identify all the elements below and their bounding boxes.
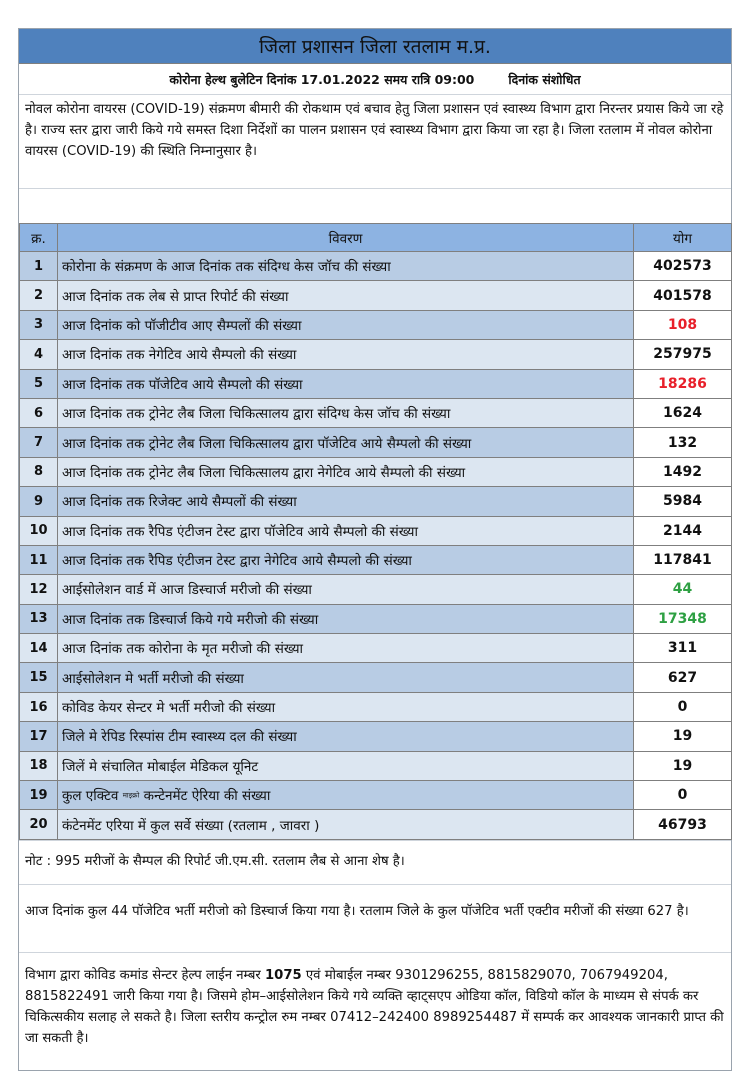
- table-row: [20, 545, 732, 574]
- row-sno: 3: [20, 310, 58, 339]
- row-value: 5984: [634, 487, 732, 516]
- table-row: [20, 252, 732, 281]
- row-value: 19: [634, 751, 732, 780]
- intro-paragraph: नोवल कोरोना वायरस (COVID-19) संक्रमण बीमारी की रोकथाम एवं बचाव हेतु जिला प्रशासन एवं स्वास्थ्य विभाग द्वारा निरन्तर प्रयास किये जा रहे है। राज्य स्तर द्वारा जारी किये गये समस्त दिशा निर्देशों का पालन प्रशासन एवं स्वास्थ्य विभाग द्वारा किया जा रहा है। जिला रतलाम में नोवल कोरोना वायरस (COVID-19) की स्थिति निम्नानुसार है।: [19, 94, 731, 188]
- row-description: जिलें मे संचालित मोबाईल मेडिकल यूनिट: [58, 751, 634, 780]
- row-description: आज दिनांक तक रैपिड एंटीजन टेस्ट द्वारा नेगेटिव आये सैम्पलो की संख्या: [58, 545, 634, 574]
- row-description: आज दिनांक तक ट्रोनेट लैब जिला चिकित्सालय द्वारा नेगेटिव आये सैम्पलो की संख्या: [58, 457, 634, 486]
- row-value: 132: [634, 428, 732, 457]
- row-sno: 14: [20, 634, 58, 663]
- pending-reports-note: नोट : 995 मरीजों के सैम्पल की रिपोर्ट जी.एम.सी. रतलाम लैब से आना शेष है।: [19, 840, 731, 884]
- header-sno: क्र.: [20, 224, 58, 252]
- row-description: आईसोलेशन मे भर्ती मरीजो की संख्या: [58, 663, 634, 692]
- table-header-row: [20, 224, 732, 252]
- row-value: 627: [634, 663, 732, 692]
- row-sno: 17: [20, 722, 58, 751]
- row-value: 402573: [634, 252, 732, 281]
- stats-table: [19, 223, 732, 840]
- desc-part: कन्टेनमेंट ऐरिया की संख्या: [139, 788, 271, 805]
- header-description: विवरण: [58, 224, 634, 252]
- table-row: [20, 751, 732, 780]
- row-value: 401578: [634, 281, 732, 310]
- row-value: 257975: [634, 340, 732, 369]
- helpline-text: विभाग द्वारा कोविड कमांड सेन्टर हेल्प लाईन नम्बर: [25, 967, 265, 983]
- table-row: [20, 663, 732, 692]
- row-description: कोविड केयर सेन्टर मे भर्ती मरीजो की संख्या: [58, 692, 634, 721]
- row-sno: 13: [20, 604, 58, 633]
- table-row: [20, 575, 732, 604]
- row-sno: 12: [20, 575, 58, 604]
- row-sno: 4: [20, 340, 58, 369]
- table-row: [20, 487, 732, 516]
- row-sno: 5: [20, 369, 58, 398]
- table-row: [20, 428, 732, 457]
- table-row: [20, 398, 732, 427]
- row-value: 2144: [634, 516, 732, 545]
- row-value: 1492: [634, 457, 732, 486]
- row-value: 0: [634, 781, 732, 810]
- page-title: जिला प्रशासन जिला रतलाम म.प्र.: [19, 29, 731, 64]
- row-value: 311: [634, 634, 732, 663]
- row-sno: 15: [20, 663, 58, 692]
- bulletin-sheet: [18, 28, 732, 1071]
- row-value: 46793: [634, 810, 732, 839]
- row-description: आज दिनांक तक ट्रोनेट लैब जिला चिकित्सालय द्वारा पॉजेटिव आये सैम्पलो की संख्या: [58, 428, 634, 457]
- row-sno: 1: [20, 252, 58, 281]
- bulletin-subtitle: [19, 64, 731, 94]
- row-sno: 9: [20, 487, 58, 516]
- row-sno: 2: [20, 281, 58, 310]
- row-sno: 11: [20, 545, 58, 574]
- row-description: आज दिनांक तक लेब से प्राप्त रिपोर्ट की संख्या: [58, 281, 634, 310]
- row-description: [58, 781, 634, 810]
- row-value: 19: [634, 722, 732, 751]
- header-total: योग: [634, 224, 732, 252]
- table-row: [20, 369, 732, 398]
- row-value: 108: [634, 310, 732, 339]
- table-row: [20, 516, 732, 545]
- row-sno: 20: [20, 810, 58, 839]
- row-description: कंटेनमेंट एरिया में कुल सर्वे संख्या (रतलाम , जावरा ): [58, 810, 634, 839]
- row-sno: 16: [20, 692, 58, 721]
- row-value: 117841: [634, 545, 732, 574]
- row-value: 44: [634, 575, 732, 604]
- row-description: जिले मे रेपिड रिस्पांस टीम स्वास्थ्य दल की संख्या: [58, 722, 634, 751]
- table-row: [20, 310, 732, 339]
- row-description: आज दिनांक को पॉजीटीव आए सैम्पलों की संख्या: [58, 310, 634, 339]
- row-description: आज दिनांक तक नेगेटिव आये सैम्पलो की संख्या: [58, 340, 634, 369]
- table-row: [20, 722, 732, 751]
- table-row: [20, 692, 732, 721]
- helpline-note: [19, 952, 731, 1070]
- row-sno: 7: [20, 428, 58, 457]
- row-sno: 18: [20, 751, 58, 780]
- row-sno: 10: [20, 516, 58, 545]
- row-value: 1624: [634, 398, 732, 427]
- revised-label: दिनांक संशोधित: [508, 71, 581, 87]
- row-description: आज दिनांक तक रैपिड एंटीजन टेस्ट द्वारा पॉजेटिव आये सैम्पलो की संख्या: [58, 516, 634, 545]
- discharge-note: आज दिनांक कुल 44 पॉजेटिव भर्ती मरीजो को डिस्चार्ज किया गया है। रतलाम जिले के कुल पॉजेटिव भर्ती एक्टीव मरीजों की संख्या 627 है।: [19, 884, 731, 952]
- row-sno: 19: [20, 781, 58, 810]
- row-value: 18286: [634, 369, 732, 398]
- helpline-number: 1075: [264, 967, 302, 983]
- table-row: [20, 781, 732, 810]
- table-row: [20, 604, 732, 633]
- row-description: कोरोना के संक्रमण के आज दिनांक तक संदिग्ध केस जॉच की संख्या: [58, 252, 634, 281]
- row-description: आज दिनांक तक ट्रोनेट लैब जिला चिकित्सालय द्वारा संदिग्ध केस जॉच की संख्या: [58, 398, 634, 427]
- row-value: 0: [634, 692, 732, 721]
- row-description: आज दिनांक तक रिजेक्ट आये सैम्पलों की संख्या: [58, 487, 634, 516]
- spacer: [19, 188, 731, 223]
- table-row: [20, 457, 732, 486]
- row-description: आज दिनांक तक डिस्चार्ज किये गये मरीजो की संख्या: [58, 604, 634, 633]
- row-sno: 8: [20, 457, 58, 486]
- table-row: [20, 810, 732, 839]
- row-sno: 6: [20, 398, 58, 427]
- table-row: [20, 634, 732, 663]
- table-row: [20, 340, 732, 369]
- row-description: आज दिनांक तक कोरोना के मृत मरीजो की संख्या: [58, 634, 634, 663]
- table-row: [20, 281, 732, 310]
- micro-label: माइक्रो: [122, 791, 140, 800]
- desc-part: कुल एक्टिव: [62, 788, 123, 805]
- helpline-text: एवं मोबाईल नम्बर 9301296255, 8815829070, 7067949204, 8815822491 जारी किया गया है। जिसमे होम–आईसोलेशन किये गये व्यक्ति व्हाट्सएप ओडिया कॉल, विडियो कॉल के माध्यम से संपर्क कर चिकित्सकीय सलाह ले सकते है। जिला स्तरीय कन्ट्रोल रुम नम्बर 07412–242400 8989254487 में सम्पर्क कर आवश्यक जानकारी प्राप्त की जा सकती है।: [25, 967, 724, 1046]
- bulletin-date-time: कोरोना हेल्थ बुलेटिन दिनांक 17.01.2022 समय रात्रि 09:00: [169, 71, 475, 87]
- row-value: 17348: [634, 604, 732, 633]
- row-description: आज दिनांक तक पॉजेटिव आये सैम्पलो की संख्या: [58, 369, 634, 398]
- row-description: आईसोलेशन वार्ड में आज डिस्चार्ज मरीजो की संख्या: [58, 575, 634, 604]
